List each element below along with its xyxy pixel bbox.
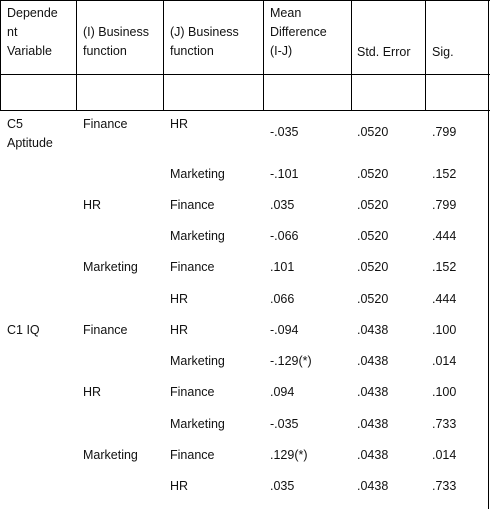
table-left-border — [0, 0, 1, 110]
header-i-business-function: (I) Business function — [83, 25, 149, 58]
std-error-cell: .0520 — [357, 260, 389, 274]
i-function-cell: HR — [83, 198, 102, 212]
i-function-cell: Finance — [83, 117, 128, 131]
std-error-cell: .0438 — [357, 417, 389, 431]
mean-difference-cell: .101 — [270, 260, 295, 274]
std-error-cell: .0520 — [357, 198, 389, 212]
j-function-cell: Marketing — [170, 354, 225, 368]
header-mean-difference: Mean Difference (I-J) — [270, 6, 327, 58]
i-function-cell: Marketing — [83, 260, 138, 274]
j-function-cell: Finance — [170, 260, 215, 274]
sig-cell: .014 — [432, 354, 457, 368]
sig-cell: .014 — [432, 448, 457, 462]
sig-cell: .444 — [432, 229, 457, 243]
sig-cell: .152 — [432, 167, 457, 181]
header-j-business-function: (J) Business function — [170, 25, 239, 58]
mean-difference-cell: .035 — [270, 198, 295, 212]
std-error-cell: .0520 — [357, 125, 389, 139]
col-divider-2 — [163, 0, 164, 110]
j-function-cell: HR — [170, 117, 189, 131]
dependent-variable-cell: C5 Aptitude — [7, 117, 53, 150]
std-error-cell: .0520 — [357, 292, 389, 306]
dependent-variable-cell: C1 IQ — [7, 323, 40, 337]
sig-cell: .733 — [432, 417, 457, 431]
mean-difference-cell: .035 — [270, 479, 295, 493]
mean-difference-cell: -.094 — [270, 323, 299, 337]
header-dependent-variable: Depende nt Variable — [7, 6, 58, 58]
header-sig: Sig. — [432, 45, 454, 59]
mean-difference-cell: .066 — [270, 292, 295, 306]
sig-cell: .733 — [432, 479, 457, 493]
table-right-border — [488, 0, 489, 509]
j-function-cell: Finance — [170, 198, 215, 212]
mean-difference-cell: -.066 — [270, 229, 299, 243]
sig-cell: .799 — [432, 125, 457, 139]
j-function-cell: Finance — [170, 448, 215, 462]
mean-difference-cell: -.035 — [270, 125, 299, 139]
col-divider-1 — [76, 0, 77, 110]
mean-difference-cell: .129(*) — [270, 448, 308, 462]
spacer-row-bottom-border — [0, 110, 490, 111]
j-function-cell: HR — [170, 292, 189, 306]
i-function-cell: HR — [83, 385, 102, 399]
j-function-cell: HR — [170, 323, 189, 337]
j-function-cell: Marketing — [170, 167, 225, 181]
std-error-cell: .0520 — [357, 229, 389, 243]
i-function-cell: Marketing — [83, 448, 138, 462]
i-function-cell: Finance — [83, 323, 128, 337]
col-divider-5 — [425, 0, 426, 110]
col-divider-3 — [263, 0, 264, 110]
mean-difference-cell: -.129(*) — [270, 354, 312, 368]
std-error-cell: .0438 — [357, 354, 389, 368]
table-top-border — [0, 0, 490, 1]
mean-difference-cell: .094 — [270, 385, 295, 399]
mean-difference-cell: -.101 — [270, 167, 299, 181]
std-error-cell: .0438 — [357, 385, 389, 399]
j-function-cell: Finance — [170, 385, 215, 399]
sig-cell: .100 — [432, 323, 457, 337]
j-function-cell: HR — [170, 479, 189, 493]
header-std-error: Std. Error — [357, 45, 411, 59]
mean-difference-cell: -.035 — [270, 417, 299, 431]
sig-cell: .100 — [432, 385, 457, 399]
std-error-cell: .0438 — [357, 479, 389, 493]
std-error-cell: .0438 — [357, 448, 389, 462]
col-divider-4 — [351, 0, 352, 110]
sig-cell: .152 — [432, 260, 457, 274]
sig-cell: .799 — [432, 198, 457, 212]
j-function-cell: Marketing — [170, 229, 225, 243]
sig-cell: .444 — [432, 292, 457, 306]
header-bottom-border — [0, 74, 490, 75]
std-error-cell: .0438 — [357, 323, 389, 337]
std-error-cell: .0520 — [357, 167, 389, 181]
j-function-cell: Marketing — [170, 417, 225, 431]
